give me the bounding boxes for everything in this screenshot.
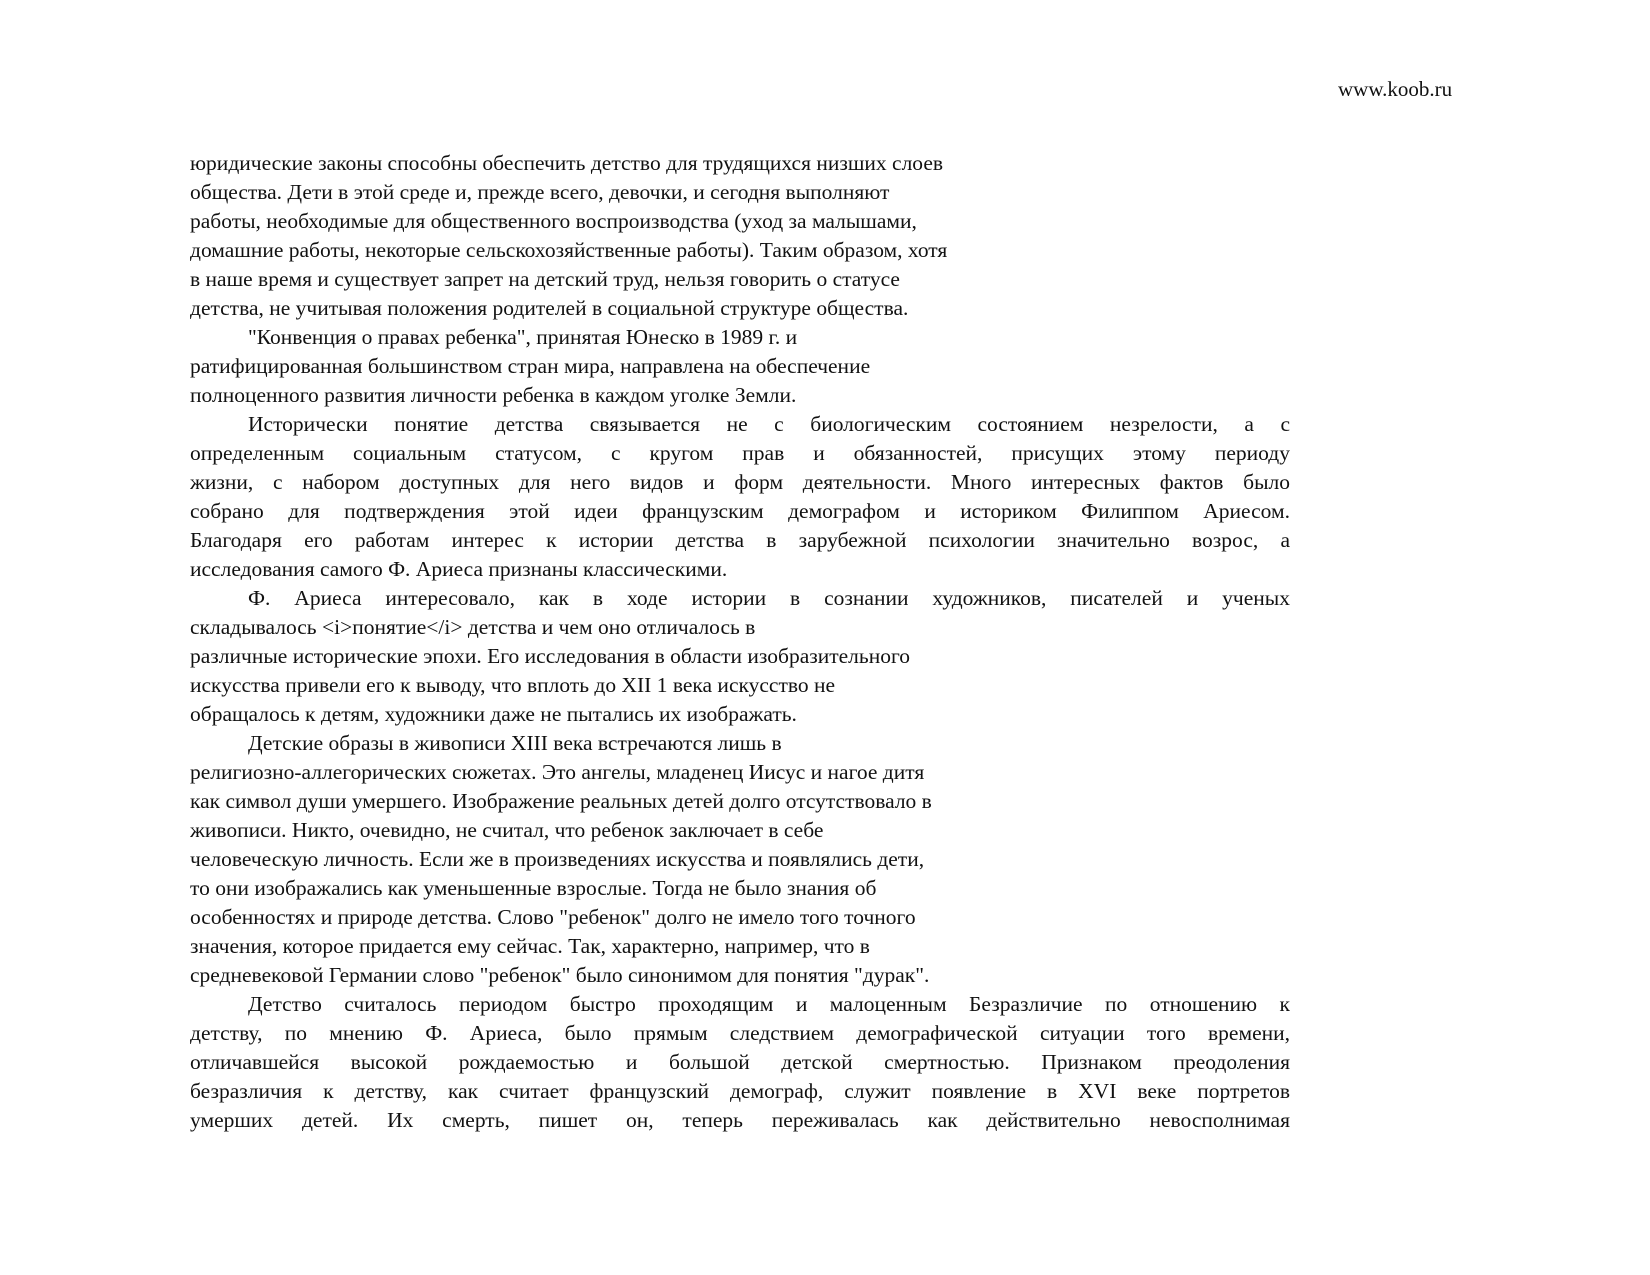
text-line: детства, не учитывая положения родителей в социальной структуре общества. (190, 296, 909, 320)
text-line: живописи. Никто, очевидно, не считал, что ребенок заключает в себе (190, 818, 824, 842)
text-line: домашние работы, некоторые сельскохозяйственные работы). Таким образом, хотя (190, 238, 948, 262)
text-line: искусства привели его к выводу, что вплоть до XII 1 века искусство не (190, 673, 836, 697)
text-line: обращалось к детям, художники даже не пытались их изображать. (190, 702, 797, 726)
text-line: отличавшейся высокой рождаемостью и большой детской смертностью. Признаком преодоления (190, 1050, 1290, 1074)
text-line: полноценного развития личности ребенка в каждом уголке Земли. (190, 383, 797, 407)
text-line: Благодаря его работам интерес к истории детства в зарубежной психологии значительно возрос, а (190, 528, 1290, 552)
text-line: в наше время и существует запрет на детский труд, нельзя говорить о статусе (190, 267, 900, 291)
text-line: то они изображались как уменьшенные взрослые. Тогда не было знания об (190, 876, 877, 900)
text-line: безразличия к детству, как считает французский демограф, служит появление в XVI веке портретов (190, 1079, 1290, 1103)
text-line: работы, необходимые для общественного воспроизводства (уход за малышами, (190, 209, 917, 233)
text-line: умерших детей. Их смерть, пишет он, теперь переживалась как действительно невосполнимая (190, 1108, 1290, 1132)
text-line: Детство считалось периодом быстро проходящим и малоценным Безразличие по отношению к (248, 992, 1290, 1016)
text-line: человеческую личность. Если же в произведениях искусства и появлялись дети, (190, 847, 925, 871)
text-line: средневековой Германии слово "ребенок" было синонимом для понятия "дурак". (190, 963, 930, 987)
text-line: Исторически понятие детства связывается не с биологическим состоянием незрелости, а с (248, 412, 1290, 436)
text-line: Детские образы в живописи XIII века встречаются лишь в (248, 731, 782, 755)
site-url[interactable]: www.koob.ru (1338, 77, 1453, 101)
document-body (190, 149, 1290, 1135)
text-line: складывалось <i>понятие</i> детства и чем оно отличалось в (190, 615, 756, 639)
text-line: детству, по мнению Ф. Ариеса, было прямым следствием демографической ситуации того времени, (190, 1021, 1290, 1045)
text-line: определенным социальным статусом, с кругом прав и обязанностей, присущих этому периоду (190, 441, 1290, 465)
text-line: общества. Дети в этой среде и, прежде всего, девочки, и сегодня выполняют (190, 180, 890, 204)
text-line: юридические законы способны обеспечить детство для трудящихся низших слоев (190, 151, 944, 175)
text-line: жизни, с набором доступных для него видов и форм деятельности. Много интересных фактов было (190, 470, 1290, 494)
text-line: исследования самого Ф. Ариеса признаны классическими. (190, 557, 728, 581)
text-line: Ф. Ариеса интересовало, как в ходе истории в сознании художников, писателей и ученых (248, 586, 1290, 610)
text-line: особенностях и природе детства. Слово "ребенок" долго не имело того точного (190, 905, 916, 929)
text-line: значения, которое придается ему сейчас. Так, характерно, например, что в (190, 934, 870, 958)
text-line: собрано для подтверждения этой идеи французским демографом и историком Филиппом Ариесом. (190, 499, 1290, 523)
text-line: как символ души умершего. Изображение реальных детей долго отсутствовало в (190, 789, 932, 813)
text-line: различные исторические эпохи. Его исследования в области изобразительного (190, 644, 911, 668)
text-line: ратифицированная большинством стран мира, направлена на обеспечение (190, 354, 871, 378)
text-line: религиозно-аллегорических сюжетах. Это ангелы, младенец Иисус и нагое дитя (190, 760, 925, 784)
text-line: "Конвенция о правах ребенка", принятая Юнеско в 1989 г. и (248, 325, 798, 349)
